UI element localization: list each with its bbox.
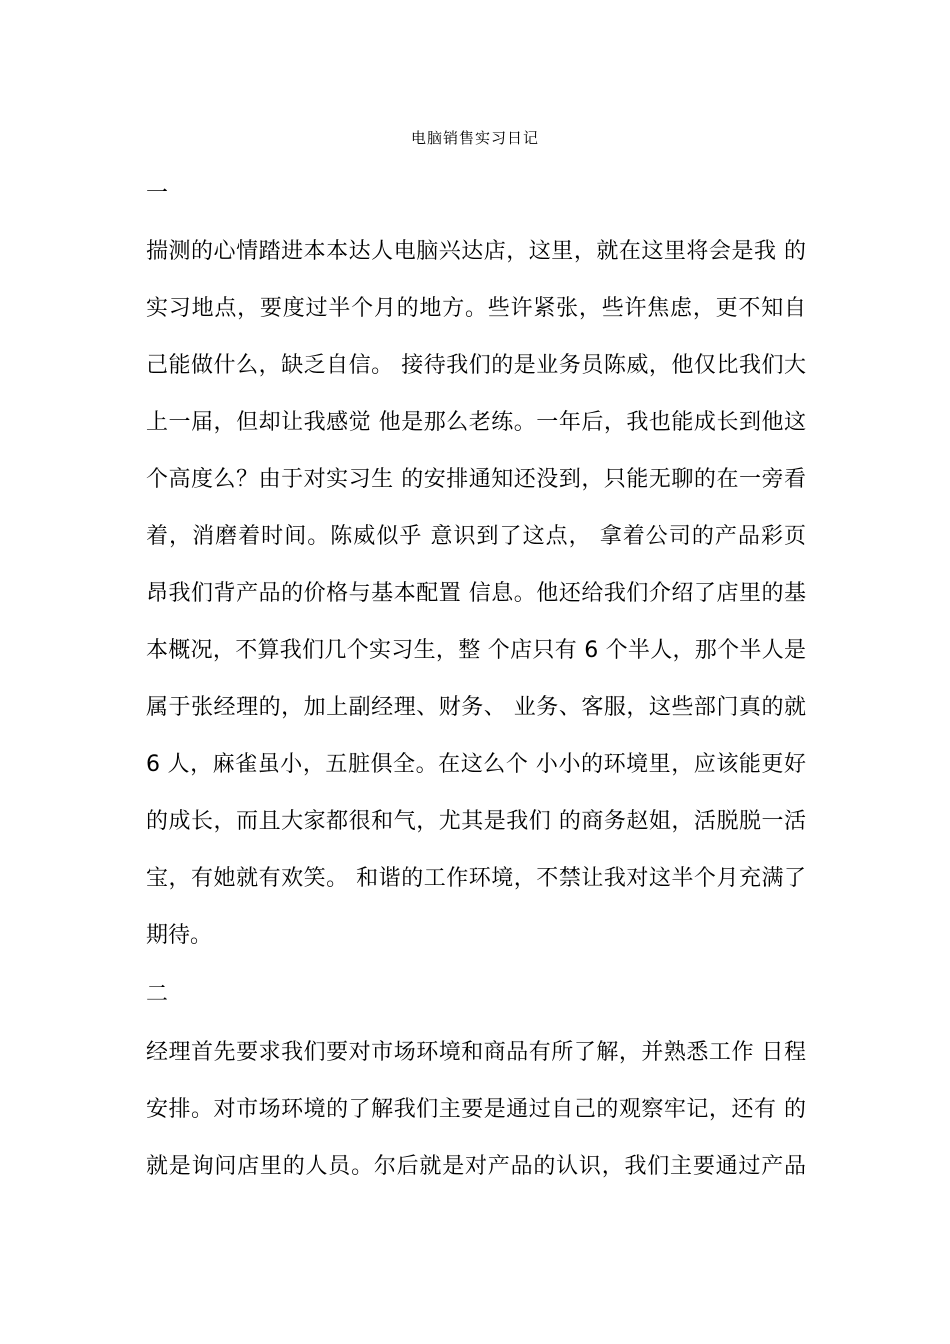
paragraph-line: 6 人，麻雀虽小，五脏俱全。在这么个 小小的环境里，应该能更好 <box>146 752 806 777</box>
paragraph-line: 实习地点，要度过半个月的地方。些许紧张，些许焦虑，更不知自 <box>146 296 806 321</box>
paragraph-line: 着，消磨着时间。陈威似乎 意识到了这点， 拿着公司的产品彩页 <box>146 524 806 549</box>
paragraph-line: 安排。对市场环境的了解我们主要是通过自己的观察牢记，还有 的 <box>146 1097 806 1122</box>
paragraph-line: 己能做什么，缺乏自信。 接待我们的是业务员陈威，他仅比我们大 <box>146 353 806 378</box>
paragraph-line: 上一届，但却让我感觉 他是那么老练。一年后，我也能成长到他这 <box>146 410 806 435</box>
paragraph-line: 揣测的心情踏进本本达人电脑兴达店，这里，就在这里将会是我 的 <box>146 239 806 264</box>
section-heading: 二 <box>146 982 169 1007</box>
paragraph-line: 属于张经理的，加上副经理、财务、 业务、客服，这些部门真的就 <box>146 695 806 720</box>
paragraph-line: 期待。 <box>146 923 213 948</box>
paragraph-line: 就是询问店里的人员。尔后就是对产品的认识，我们主要通过产品 <box>146 1154 806 1179</box>
paragraph-line: 经理首先要求我们要对市场环境和商品有所了解，并熟悉工作 日程 <box>146 1040 806 1065</box>
document-title: 电脑销售实习日记 <box>410 129 539 147</box>
paragraph-line: 本概况，不算我们几个实习生，整 个店只有 6 个半人，那个半人是 <box>146 638 806 663</box>
paragraph-line: 个高度么？由于对实习生 的安排通知还没到，只能无聊的在一旁看 <box>146 467 806 492</box>
paragraph-line: 宝，有她就有欢笑。 和谐的工作环境，不禁让我对这半个月充满了 <box>146 866 806 891</box>
section-heading: 一 <box>146 181 169 206</box>
paragraph-line: 的成长，而且大家都很和气，尤其是我们 的商务赵姐，活脱脱一活 <box>146 809 806 834</box>
paragraph-line: 昂我们背产品的价格与基本配置 信息。他还给我们介绍了店里的基 <box>146 581 806 606</box>
